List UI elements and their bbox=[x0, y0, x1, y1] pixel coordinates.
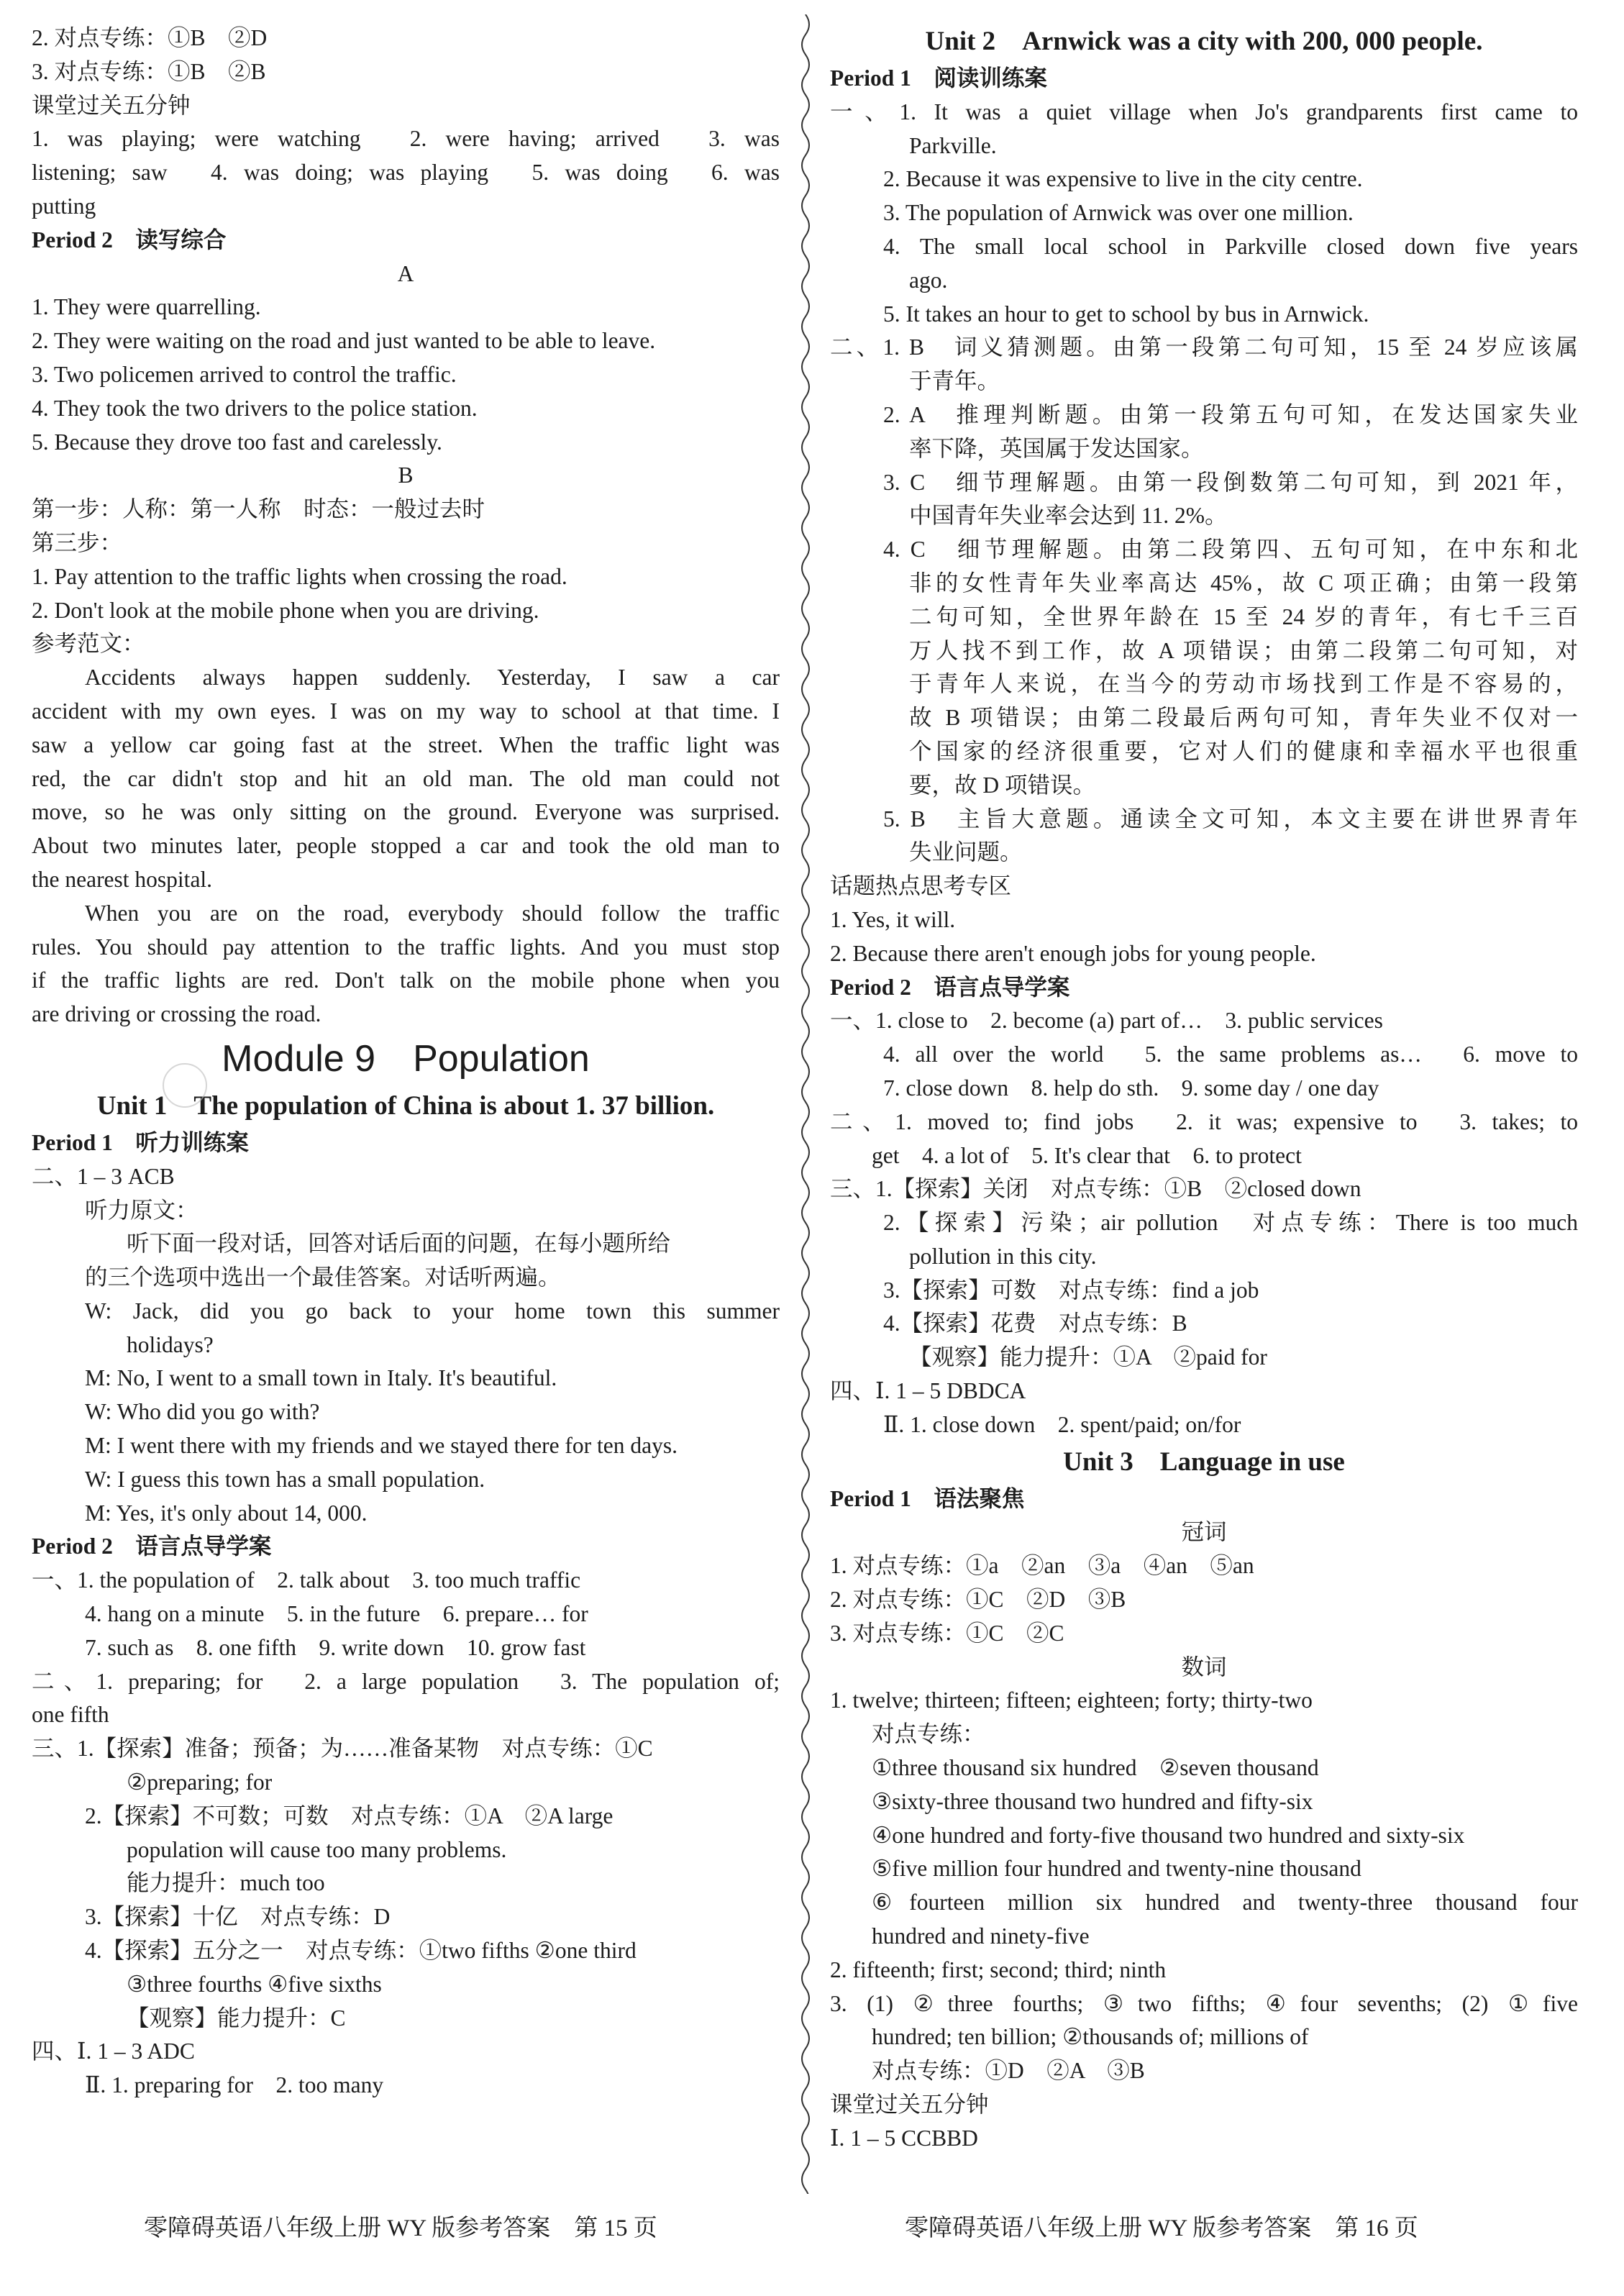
answer-line: 4. The small local school in Parkville closed down five years bbox=[883, 233, 1578, 259]
answer-line: ③sixty-three thousand two hundred and fifty-six bbox=[872, 1788, 1313, 1814]
answer-line: When you are on the road, everybody should follow the traffic bbox=[85, 900, 780, 926]
answer-line: 四、Ⅰ. 1 – 3 ADC bbox=[32, 2038, 195, 2064]
answer-line: W: I guess this town has a small population. bbox=[85, 1466, 485, 1492]
left-answer-block-2 bbox=[32, 1126, 780, 2103]
answer-line: 听下面一段对话，回答对话后面的问题，在每小题所给 bbox=[127, 1231, 671, 1257]
answer-line: 于青年。 bbox=[909, 368, 1000, 394]
answer-line: 率下降，英国属于发达国家。 bbox=[909, 435, 1204, 461]
answer-line: B bbox=[398, 463, 414, 488]
answer-line: pollution in this city. bbox=[909, 1243, 1097, 1269]
answer-line: 冠词 bbox=[1181, 1519, 1227, 1545]
answer-line: Ⅱ. 1. close down 2. spent/paid; on/for bbox=[883, 1411, 1241, 1437]
homework-stamp-icon bbox=[163, 1063, 207, 1108]
answer-line: 要，故 D 项错误。 bbox=[909, 772, 1095, 798]
answer-line: 4. all over the world 5. the same problems as… 6. move to bbox=[883, 1042, 1578, 1067]
answer-line: 课堂过关五分钟 bbox=[830, 2092, 989, 2118]
answer-line: 三、1.【探索】关闭 对点专练：①B ②closed down bbox=[830, 1176, 1361, 1202]
answer-line: 中国青年失业率会达到 11. 2%。 bbox=[909, 503, 1228, 529]
answer-line: 2. 对点专练：①B ②D bbox=[32, 25, 268, 50]
answer-line: 3.【探索】可数 对点专练：find a job bbox=[883, 1277, 1259, 1303]
answer-line: 个国家的经济很重要，它对人们的健康和幸福水平也很重 bbox=[909, 738, 1578, 764]
answer-line: 2. They were waiting on the road and just wanted to be able to leave. bbox=[32, 328, 656, 354]
left-column bbox=[32, 22, 780, 2103]
answer-line: 4.【探索】五分之一 对点专练：①two fifths ②one third bbox=[85, 1938, 637, 1964]
answer-line: 第一步：人称：第一人称 时态：一般过去时 bbox=[32, 496, 485, 522]
answer-line: 能力提升：much too bbox=[127, 1870, 325, 1896]
answer-line: Period 1 语法聚焦 bbox=[830, 1485, 1025, 1511]
answer-line: 2. Don't look at the mobile phone when you are driving. bbox=[32, 597, 539, 623]
answer-line: 3. (1) ②three fourths; ③two fifths; ④four sevenths; (2) ①five bbox=[830, 1990, 1578, 2016]
answer-line: Period 2 读写综合 bbox=[32, 227, 227, 252]
answer-line: if the traffic lights are red. Don't talk on the mobile phone when you bbox=[32, 967, 780, 993]
answer-line: the nearest hospital. bbox=[32, 866, 213, 892]
answer-line: 3. 对点专练：①C ②C bbox=[830, 1620, 1064, 1646]
footer-left: 零障碍英语八年级上册 WY 版参考答案 第 15 页 bbox=[144, 2215, 657, 2241]
answer-line: ago. bbox=[909, 267, 948, 293]
answer-line: Ⅱ. 1. preparing for 2. too many bbox=[85, 2072, 384, 2098]
answer-line: red, the car didn't stop and hit an old man. The old man could not bbox=[32, 765, 780, 791]
answer-line: 1. Pay attention to the traffic lights when crossing the road. bbox=[32, 563, 567, 589]
answer-line: 3. C 细节理解题。由第一段倒数第二句可知，到 2021 年， bbox=[883, 469, 1578, 495]
answer-line: 非的女性青年失业率高达 45%，故 C 项正确；由第一段第 bbox=[909, 570, 1578, 596]
answer-line: 4. C 细节理解题。由第二段第四、五句可知，在中东和北 bbox=[883, 537, 1578, 562]
answer-line: ③three fourths ④five sixths bbox=[127, 1971, 382, 1997]
module-title: Module 9 Population bbox=[222, 1037, 590, 1080]
answer-line: Period 2 语言点导学案 bbox=[32, 1534, 272, 1559]
answer-line: 一、1. the population of 2. talk about 3. too much traffic bbox=[32, 1567, 581, 1593]
answer-line: move, so he was only sitting on the ground. Everyone was surprised. bbox=[32, 799, 780, 825]
answer-line: 2.【探索】不可数；可数 对点专练：①A ②A large bbox=[85, 1803, 613, 1828]
right-column bbox=[830, 22, 1578, 2156]
answer-line: 3. Two policemen arrived to control the traffic. bbox=[32, 361, 457, 387]
answer-line: 参考范文： bbox=[32, 631, 145, 657]
answer-line: accident with my own eyes. I was on my way to school at that time. I bbox=[32, 698, 780, 724]
answer-line: 1. was playing; were watching 2. were having; arrived 3. was bbox=[32, 126, 780, 152]
answer-line: 1. twelve; thirteen; fifteen; eighteen; forty; thirty-two bbox=[830, 1687, 1313, 1713]
answer-line: 二、1. moved to; find jobs 2. it was; expensive to 3. takes; to bbox=[830, 1108, 1578, 1134]
answer-line: 二、1. B 词义猜测题。由第一段第二句可知，15 至 24 岁应该属 bbox=[830, 334, 1578, 360]
answer-line: 2. A 推理判断题。由第一段第五句可知，在发达国家失业 bbox=[883, 401, 1578, 427]
answer-line: 四、Ⅰ. 1 – 5 DBDCA bbox=[830, 1378, 1026, 1404]
answer-line: 故 B 项错误；由第二段最后两句可知，青年失业不仅对一 bbox=[909, 705, 1578, 731]
answer-line: one fifth bbox=[32, 1702, 109, 1728]
right-answer-block-2 bbox=[830, 1482, 1578, 2156]
answer-line: M: Yes, it's only about 14, 000. bbox=[85, 1500, 368, 1526]
answer-line: 话题热点思考专区 bbox=[830, 873, 1012, 899]
answer-line: 三、1.【探索】准备；预备；为……准备某物 对点专练：①C bbox=[32, 1736, 653, 1762]
answer-line: 二、1. preparing; for 2. a large population 3. The population of; bbox=[32, 1668, 780, 1694]
answer-line: 听力原文： bbox=[85, 1197, 199, 1223]
answer-line: 二句可知，全世界年龄在 15 至 24 岁的青年，有七千三百 bbox=[909, 603, 1578, 629]
answer-line: M: I went there with my friends and we stayed there for ten days. bbox=[85, 1433, 678, 1459]
answer-line: 7. such as 8. one fifth 9. write down 10. grow fast bbox=[85, 1634, 586, 1660]
answer-line: get 4. a lot of 5. It's clear that 6. to protect bbox=[872, 1142, 1302, 1168]
answer-line: holidays? bbox=[127, 1331, 214, 1357]
answer-line: A bbox=[397, 260, 414, 286]
answer-line: Period 2 语言点导学案 bbox=[830, 974, 1070, 1000]
answer-line: W: Who did you go with? bbox=[85, 1399, 320, 1425]
answer-line: 【观察】能力提升：①A ②paid for bbox=[909, 1344, 1267, 1370]
answer-line: 万人找不到工作，故 A 项错误；由第二段第二句可知，对 bbox=[909, 637, 1578, 663]
answer-line: About two minutes later, people stopped a car and took the old man to bbox=[32, 833, 780, 859]
answer-line: Accidents always happen suddenly. Yesterday, I saw a car bbox=[85, 665, 780, 691]
answer-line: 对点专练：①D ②A ③B bbox=[872, 2058, 1145, 2084]
answer-line: 数词 bbox=[1181, 1654, 1227, 1680]
answer-line: 的三个选项中选出一个最佳答案。对话听两遍。 bbox=[85, 1265, 561, 1290]
answer-line: 2.【探索】污染；air pollution 对点专练：There is too much bbox=[883, 1210, 1578, 1236]
answer-line: Ⅰ. 1 – 5 CCBBD bbox=[830, 2125, 978, 2151]
answer-line: listening; saw 4. was doing; was playing 5. was doing 6. was bbox=[32, 160, 780, 186]
answer-line: 4. hang on a minute 5. in the future 6. prepare… for bbox=[85, 1601, 588, 1627]
answer-line: M: No, I went to a small town in Italy. It's beautiful. bbox=[85, 1365, 557, 1391]
answer-line: saw a yellow car going fast at the street. When the traffic light was bbox=[32, 732, 780, 757]
left-answer-block-1 bbox=[32, 22, 780, 1031]
answer-line: 1. 对点专练：①a ②an ③a ④an ⑤an bbox=[830, 1553, 1254, 1579]
answer-line: Period 1 听力训练案 bbox=[32, 1129, 249, 1155]
answer-line: 7. close down 8. help do sth. 9. some day / one day bbox=[883, 1075, 1379, 1101]
answer-line: 5. B 主旨大意题。通读全文可知，本文主要在讲世界青年 bbox=[883, 806, 1578, 832]
answer-line: population will cause too many problems. bbox=[127, 1836, 507, 1862]
answer-line: 3.【探索】十亿 对点专练：D bbox=[85, 1904, 391, 1930]
answer-line: 于青年人来说，在当今的劳动市场找到工作是不容易的， bbox=[909, 671, 1578, 697]
answer-line: 2. fifteenth; first; second; third; ninth bbox=[830, 1956, 1167, 1982]
answer-line: 5. It takes an hour to get to school by bus in Arnwick. bbox=[883, 301, 1369, 327]
footer-right: 零障碍英语八年级上册 WY 版参考答案 第 16 页 bbox=[905, 2215, 1418, 2241]
answer-line: 1. Yes, it will. bbox=[830, 906, 956, 932]
unit2-title: Unit 2 Arnwick was a city with 200, 000 people. bbox=[925, 27, 1483, 56]
answer-line: 5. Because they drove too fast and carelessly. bbox=[32, 429, 442, 455]
answer-line: 对点专练： bbox=[872, 1721, 985, 1747]
answer-line: 4. They took the two drivers to the police station. bbox=[32, 395, 478, 421]
answer-line: W: Jack, did you go back to your home town this summer bbox=[85, 1298, 780, 1324]
right-answer-block-1 bbox=[830, 62, 1578, 1442]
answer-line: 失业问题。 bbox=[909, 839, 1023, 865]
answer-line: 3. The population of Arnwick was over one million. bbox=[883, 200, 1354, 226]
unit3-title: Unit 3 Language in use bbox=[1063, 1447, 1345, 1477]
answer-line: 一、1. close to 2. become (a) part of… 3. public services bbox=[830, 1008, 1383, 1034]
answer-line: 2. Because there aren't enough jobs for young people. bbox=[830, 940, 1316, 966]
wavy-column-divider bbox=[797, 14, 814, 2194]
answer-line: ⑤five million four hundred and twenty-nine thousand bbox=[872, 1856, 1361, 1882]
answer-line: 一、1. It was a quiet village when Jo's grandparents first came to bbox=[830, 99, 1578, 124]
answer-line: rules. You should pay attention to the traffic lights. And you must stop bbox=[32, 934, 780, 960]
answer-line: Period 1 阅读训练案 bbox=[830, 65, 1047, 91]
answer-line: ⑥fourteen million six hundred and twenty-three thousand four bbox=[872, 1890, 1578, 1915]
answer-line: ④one hundred and forty-five thousand two hundred and sixty-six bbox=[872, 1822, 1465, 1848]
answer-line: 第三步： bbox=[32, 529, 123, 555]
answer-line: putting bbox=[32, 193, 96, 219]
answer-line: are driving or crossing the road. bbox=[32, 1001, 321, 1027]
answer-line: 二、1 – 3 ACB bbox=[32, 1163, 175, 1189]
answer-line: ①three thousand six hundred ②seven thousand bbox=[872, 1755, 1319, 1781]
answer-line: 4.【探索】花费 对点专练：B bbox=[883, 1311, 1187, 1336]
answer-line: hundred; ten billion; ②thousands of; millions of bbox=[872, 2024, 1309, 2050]
answer-line: Parkville. bbox=[909, 132, 997, 158]
answer-line: 2. Because it was expensive to live in the city centre. bbox=[883, 166, 1363, 192]
answer-line: 3. 对点专练：①B ②B bbox=[32, 58, 266, 84]
answer-line: hundred and ninety-five bbox=[872, 1923, 1090, 1949]
answer-line: 课堂过关五分钟 bbox=[32, 92, 191, 118]
answer-line: ②preparing; for bbox=[127, 1769, 273, 1795]
answer-line: 【观察】能力提升：C bbox=[127, 2005, 346, 2031]
answer-line: 2. 对点专练：①C ②D ③B bbox=[830, 1587, 1126, 1613]
unit1-title: Unit 1 The population of China is about 1. 37 billion. bbox=[96, 1090, 715, 1121]
answer-line: 1. They were quarrelling. bbox=[32, 294, 261, 320]
